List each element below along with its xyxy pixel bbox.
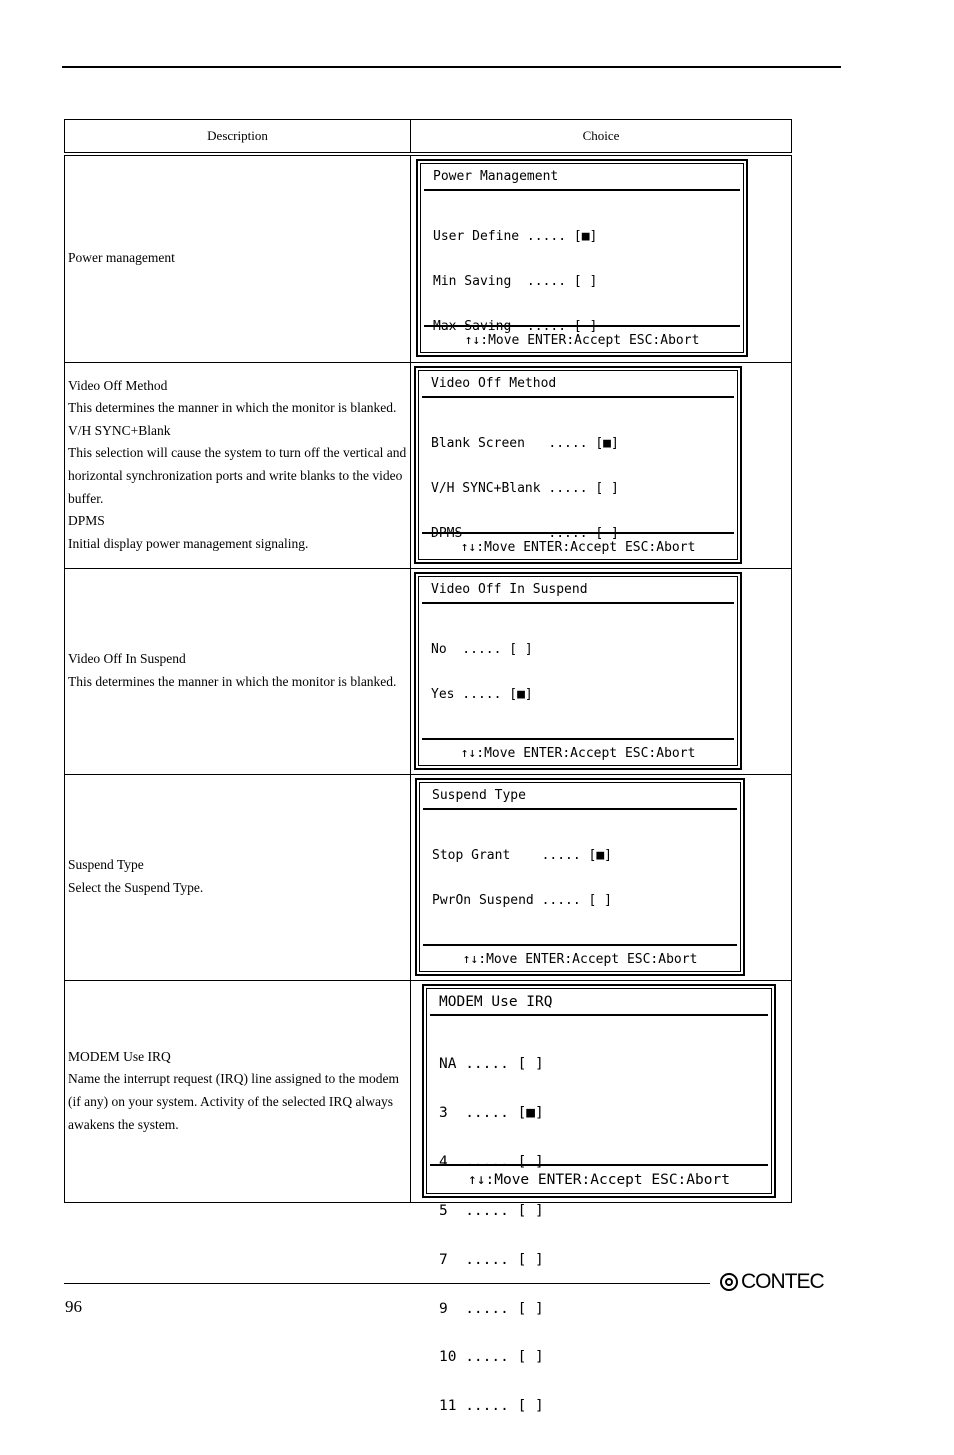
desc-line: This selection will cause the system to turn off the vertical and horizontal synchronization ports and write blanks to the video buffer. xyxy=(68,445,407,506)
row-choice xyxy=(411,568,792,774)
bios-menu-video-off-in-suspend xyxy=(414,572,742,770)
desc-line: Video Off In Suspend xyxy=(68,651,186,667)
menu-option[interactable]: 4 ..... [ ] xyxy=(439,1153,544,1170)
top-rule xyxy=(62,66,841,68)
header-choice: Choice xyxy=(411,120,792,155)
menu-option[interactable]: User Define ..... [■] xyxy=(433,229,598,244)
contec-logo xyxy=(720,1270,824,1294)
menu-option[interactable]: Yes ..... [■] xyxy=(431,686,533,702)
menu-option[interactable]: 9 ..... [ ] xyxy=(439,1300,544,1317)
menu-option[interactable]: 3 ..... [■] xyxy=(439,1104,544,1121)
bios-menu-modem-use-irq xyxy=(422,984,776,1415)
row-description xyxy=(65,980,411,1202)
desc-line: Power management xyxy=(68,250,175,266)
bottom-rule xyxy=(64,1283,710,1284)
desc-line: V/H SYNC+Blank xyxy=(68,422,171,438)
menu-option[interactable]: 7 ..... [ ] xyxy=(439,1251,544,1268)
desc-line: Suspend Type xyxy=(68,857,144,873)
menu-footer: ↑↓:Move ENTER:Accept ESC:Abort xyxy=(422,532,734,555)
header-description: Description xyxy=(65,120,411,155)
menu-footer: ↑↓:Move ENTER:Accept ESC:Abort xyxy=(422,738,734,761)
menu-option[interactable]: V/H SYNC+Blank ..... [ ] xyxy=(431,480,619,496)
menu-option[interactable]: 11 ..... [ ] xyxy=(439,1398,544,1415)
menu-title: Suspend Type xyxy=(423,783,737,810)
menu-title: Video Off In Suspend xyxy=(422,577,734,604)
page-number: 96 xyxy=(65,1297,82,1316)
row-description xyxy=(65,568,411,774)
desc-line: MODEM Use IRQ xyxy=(68,1048,171,1064)
bios-menu-suspend-type xyxy=(415,778,745,976)
table-row xyxy=(65,154,792,362)
desc-line: Initial display power management signaling. xyxy=(68,535,309,551)
menu-option[interactable]: DPMS ..... [ ] xyxy=(431,525,619,541)
desc-line: Select the Suspend Type. xyxy=(68,880,204,895)
menu-title: Power Management xyxy=(424,164,740,191)
menu-footer: ↑↓:Move ENTER:Accept ESC:Abort xyxy=(430,1164,768,1188)
desc-line: Name the interrupt request (IRQ) line assigned to the modem (if any) on your system. Activity of the selected IRQ always awakens the system. xyxy=(68,1071,400,1132)
bios-menu-video-off-method xyxy=(414,366,742,564)
bios-menu-power-management xyxy=(416,159,748,357)
table-row xyxy=(65,980,792,1202)
menu-option[interactable]: Stop Grant ..... [■] xyxy=(432,847,613,863)
contec-logo-icon xyxy=(720,1273,738,1291)
menu-title: MODEM Use IRQ xyxy=(430,989,768,1016)
menu-footer: ↑↓:Move ENTER:Accept ESC:Abort xyxy=(424,325,740,348)
row-choice xyxy=(411,154,792,362)
desc-line: DPMS xyxy=(68,513,105,529)
menu-option[interactable]: Blank Screen ..... [■] xyxy=(431,435,619,451)
menu-footer: ↑↓:Move ENTER:Accept ESC:Abort xyxy=(423,944,737,967)
desc-line: Video Off Method xyxy=(68,377,168,393)
desc-line: This determines the manner in which the monitor is blanked. xyxy=(68,400,397,416)
menu-option[interactable]: Min Saving ..... [ ] xyxy=(433,274,598,289)
menu-option[interactable]: PwrOn Suspend ..... [ ] xyxy=(432,892,613,908)
row-choice xyxy=(411,362,792,568)
menu-option[interactable]: NA ..... [ ] xyxy=(439,1056,544,1073)
row-description xyxy=(65,154,411,362)
logo-text: CONTEC xyxy=(741,1270,824,1293)
desc-line: This determines the manner in which the monitor is blanked. xyxy=(68,674,397,689)
menu-option[interactable]: Max Saving ..... [ ] xyxy=(433,319,598,334)
menu-option[interactable]: 10 ..... [ ] xyxy=(439,1349,544,1366)
table-header-row xyxy=(65,120,792,155)
table-row xyxy=(65,362,792,568)
menu-option[interactable]: No ..... [ ] xyxy=(431,641,533,657)
menu-title: Video Off Method xyxy=(422,371,734,398)
menu-option[interactable]: 5 ..... [ ] xyxy=(439,1202,544,1219)
row-choice xyxy=(411,774,792,980)
table-row xyxy=(65,774,792,980)
row-description xyxy=(65,362,411,568)
row-description xyxy=(65,774,411,980)
table-row xyxy=(65,568,792,774)
